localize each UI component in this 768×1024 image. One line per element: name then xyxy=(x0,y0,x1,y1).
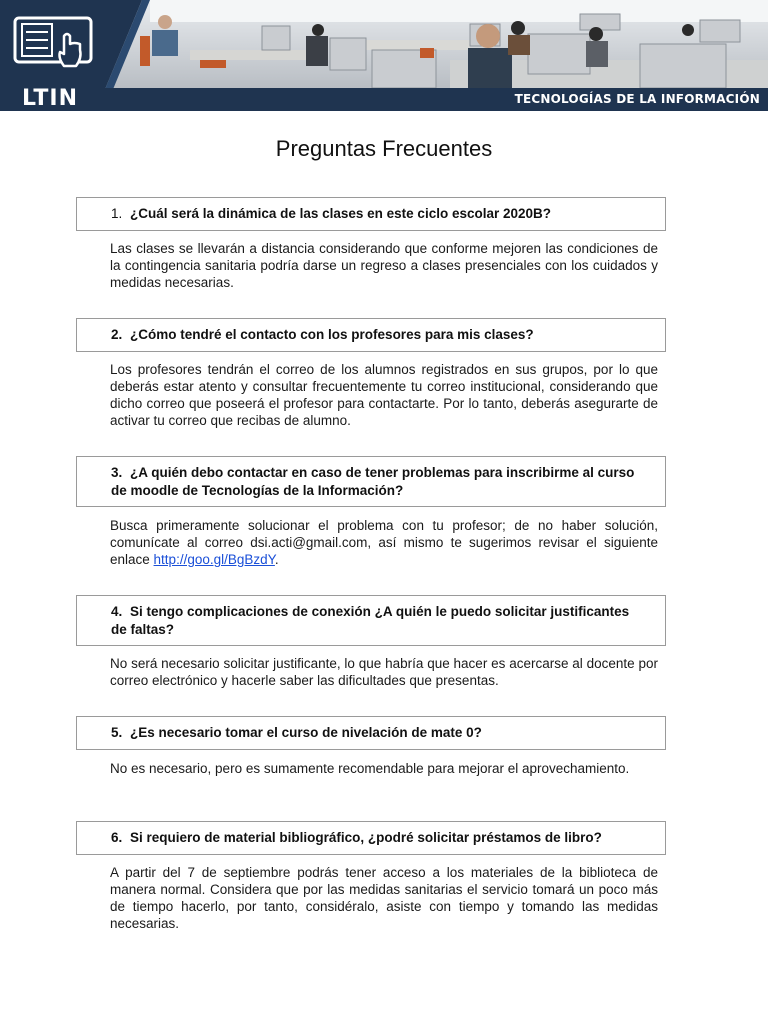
faq-question-text-3: ¿A quién debo contactar en caso de tener problemas para inscribirme al curso de moodle de Tecnologías de la Información? xyxy=(111,464,635,498)
faq-question-text-6: Si requiero de material bibliográfico, ¿podré solicitar préstamos de libro? xyxy=(130,830,602,845)
faq-answer-6: A partir del 7 de septiembre podrás tener acceso a los materiales de la biblioteca de manera normal. Considera que por las medidas sanitarias el servicio tomará un poco más de tiempo hacerlo, por tanto, considéralo, asiste con tiempo y tomando las medidas necesarias. xyxy=(110,865,658,931)
faq-answer-3-end: . xyxy=(274,552,279,567)
faq-question-text-5: ¿Es necesario tomar el curso de nivelación de mate 0? xyxy=(130,725,482,740)
goo-gl-link[interactable]: http://goo.gl/BgBzdY xyxy=(153,552,275,567)
faq-question-3 xyxy=(76,456,666,507)
faq-question-2 xyxy=(76,318,666,352)
faq-number-3: 3. xyxy=(111,464,123,480)
faq-question-text-4: Si tengo complicaciones de conexión ¿A quién le puedo solicitar justificantes de faltas? xyxy=(111,603,630,637)
laptop-touch-icon xyxy=(12,14,96,74)
faq-number-6: 6. xyxy=(111,830,123,845)
faq-answer-4: No será necesario solicitar justificante, lo que habría que hacer es acercarse al docente por correo electrónico y hacerle saber las dificultades que presentas. xyxy=(110,656,658,688)
faq-question-6 xyxy=(76,821,666,855)
faq-number-2: 2. xyxy=(111,327,123,342)
faq-question-1 xyxy=(76,197,666,231)
faq-number-1: 1. xyxy=(111,206,123,221)
faq-number-5: 5. xyxy=(111,725,123,740)
faq-answer-3 xyxy=(110,517,658,568)
faq-answer-5: No es necesario, pero es sumamente recomendable para mejorar el aprovechamiento. xyxy=(110,761,630,776)
faq-question-4 xyxy=(76,595,666,646)
faq-question-text-1: ¿Cuál será la dinámica de las clases en este ciclo escolar 2020B? xyxy=(130,206,552,221)
page-title: Preguntas Frecuentes xyxy=(275,136,493,161)
faq-question-text-2: ¿Cómo tendré el contacto con los profesores para mis clases? xyxy=(130,327,534,342)
faq-number-4: 4. xyxy=(111,603,123,619)
department-tagline: TECNOLOGÍAS DE LA INFORMACIÓN xyxy=(514,92,760,106)
faq-answer-1: Las clases se llevarán a distancia considerando que conforme mejoren las condiciones de la contingencia sanitaria podría darse un regreso a clases presenciales con los cuidados y medidas necesarias. xyxy=(110,241,658,290)
header-banner xyxy=(0,0,768,111)
logo-text: LTIN xyxy=(22,86,78,111)
faq-answer-3-text: Busca primeramente solucionar el problema con tu profesor; de no haber solución, comunícate al correo dsi.acti@gmail.com, así mismo te sugerimos revisar el siguiente enlace xyxy=(110,518,658,567)
faq-answer-2: Los profesores tendrán el correo de los alumnos registrados en sus grupos, por lo que deberás estar atento y consultar frecuentemente tu correo institucional, considerando que dicho correo que poseerá el profesor para contactarte. Por lo tanto, deberás asegurarte de activar tu correo que recibas de alumno. xyxy=(110,362,658,428)
faq-question-5 xyxy=(76,716,666,750)
